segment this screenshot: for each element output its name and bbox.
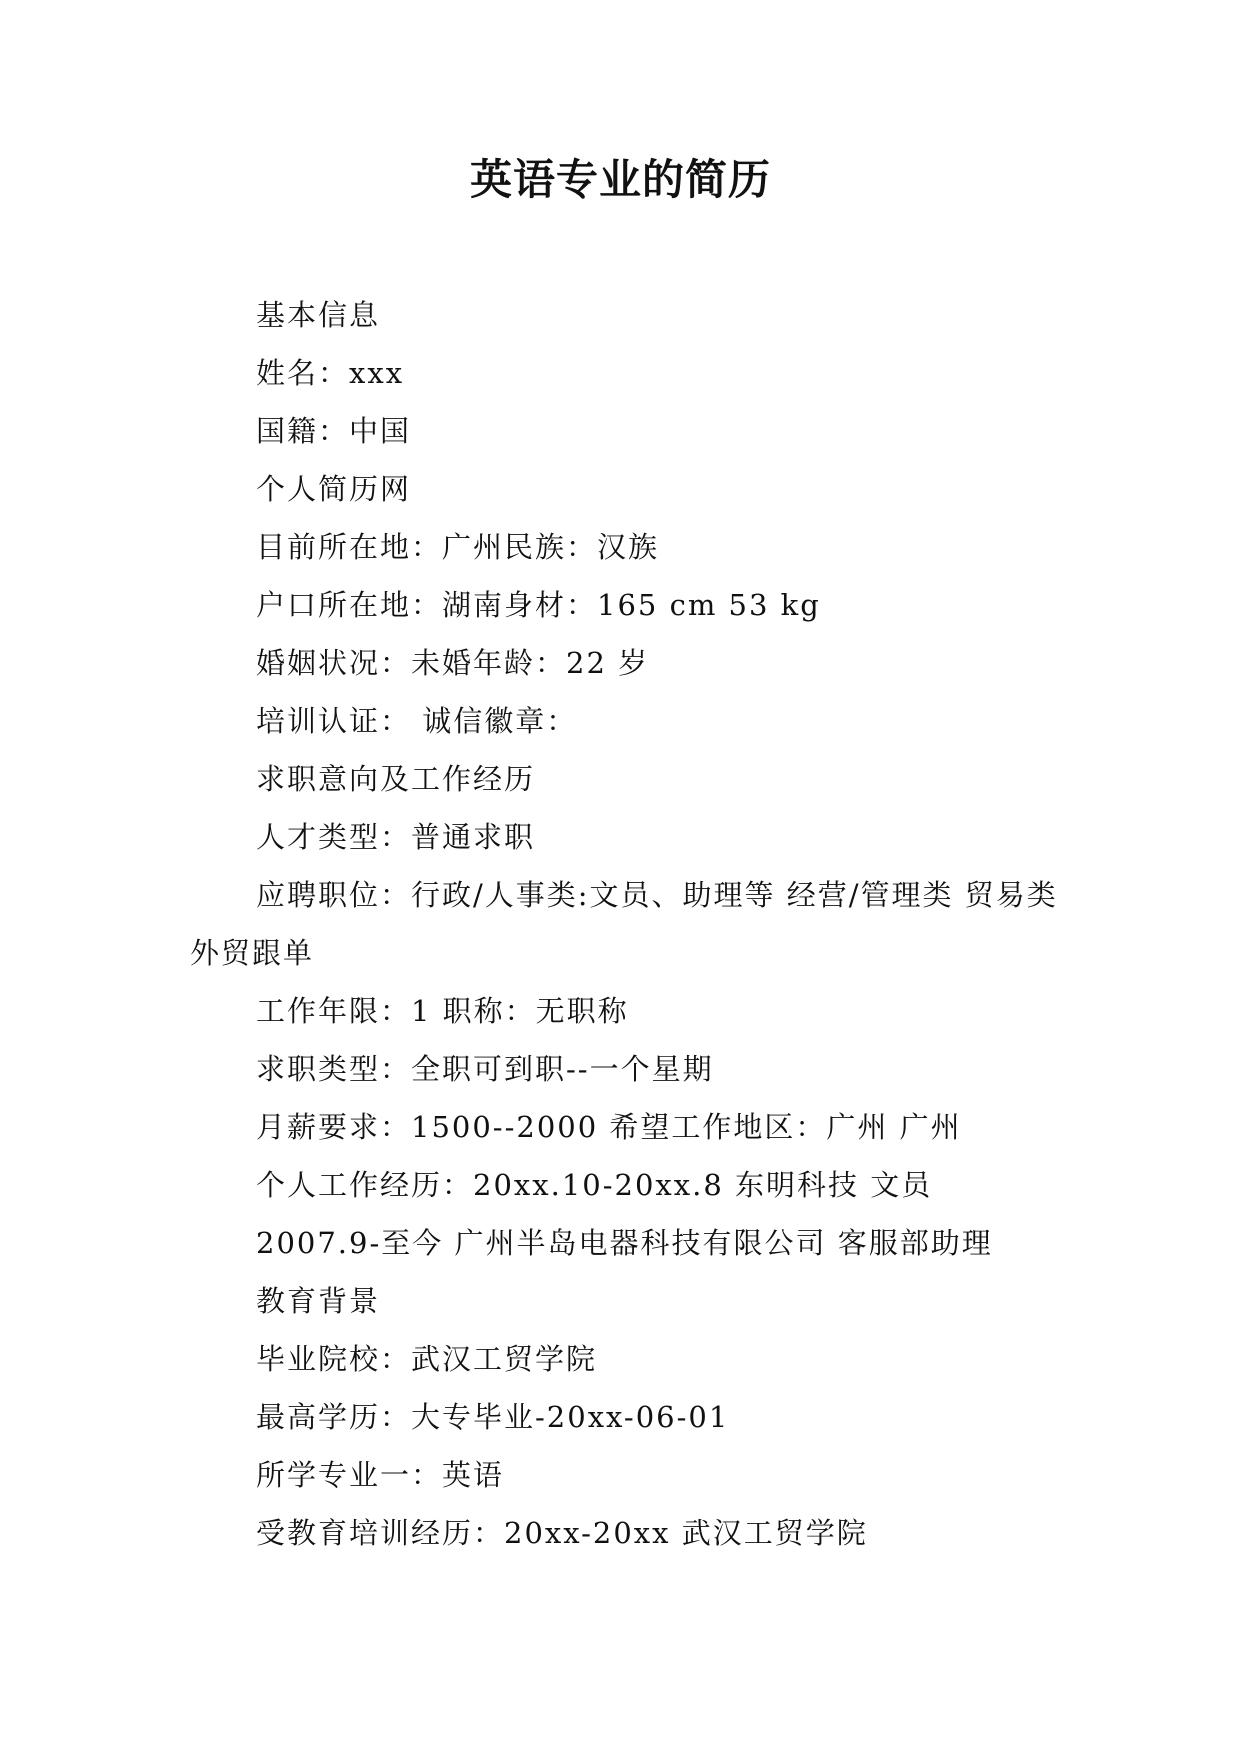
- field-training-history: 受教育培训经历：20xx-20xx 武汉工贸学院: [256, 1516, 868, 1550]
- field-job-type: 求职类型：全职可到职--一个星期: [256, 1052, 714, 1086]
- section-heading-job-intent: 求职意向及工作经历: [256, 762, 536, 796]
- field-major: 所学专业一：英语: [256, 1458, 505, 1492]
- field-work-history-1: 个人工作经历：20xx.10-20xx.8 东明科技 文员: [256, 1168, 933, 1202]
- field-nationality: 国籍：中国: [256, 414, 412, 448]
- field-location-ethnicity: 目前所在地：广州民族：汉族: [256, 530, 660, 564]
- section-heading-education: 教育背景: [256, 1284, 381, 1318]
- field-salary-region: 月薪要求：1500--2000 希望工作地区：广州 广州: [256, 1110, 962, 1144]
- field-work-history-2: 2007.9-至今 广州半岛电器科技有限公司 客服部助理: [256, 1226, 993, 1260]
- field-highest-degree: 最高学历：大专毕业-20xx-06-01: [256, 1400, 730, 1434]
- field-marital-age: 婚姻状况：未婚年龄：22 岁: [256, 646, 650, 680]
- field-hukou-physique: 户口所在地：湖南身材：165 cm 53 kg: [256, 588, 821, 622]
- field-applied-position: 应聘职位：行政/人事类:文员、助理等 经营/管理类 贸易类 外贸跟单: [190, 878, 1058, 970]
- field-talent-type: 人才类型：普通求职: [256, 820, 536, 854]
- field-certification: 培训认证： 诚信徽章：: [256, 704, 578, 738]
- document-body: [190, 286, 1070, 1562]
- document-title: 英语专业的简历: [469, 155, 771, 204]
- field-work-years-title: 工作年限：1 职称：无职称: [256, 994, 629, 1028]
- field-school: 毕业院校：武汉工贸学院: [256, 1342, 598, 1376]
- text-resume-site: 个人简历网: [256, 472, 412, 506]
- section-heading-basic-info: 基本信息: [256, 298, 381, 332]
- field-name: 姓名：xxx: [256, 356, 405, 390]
